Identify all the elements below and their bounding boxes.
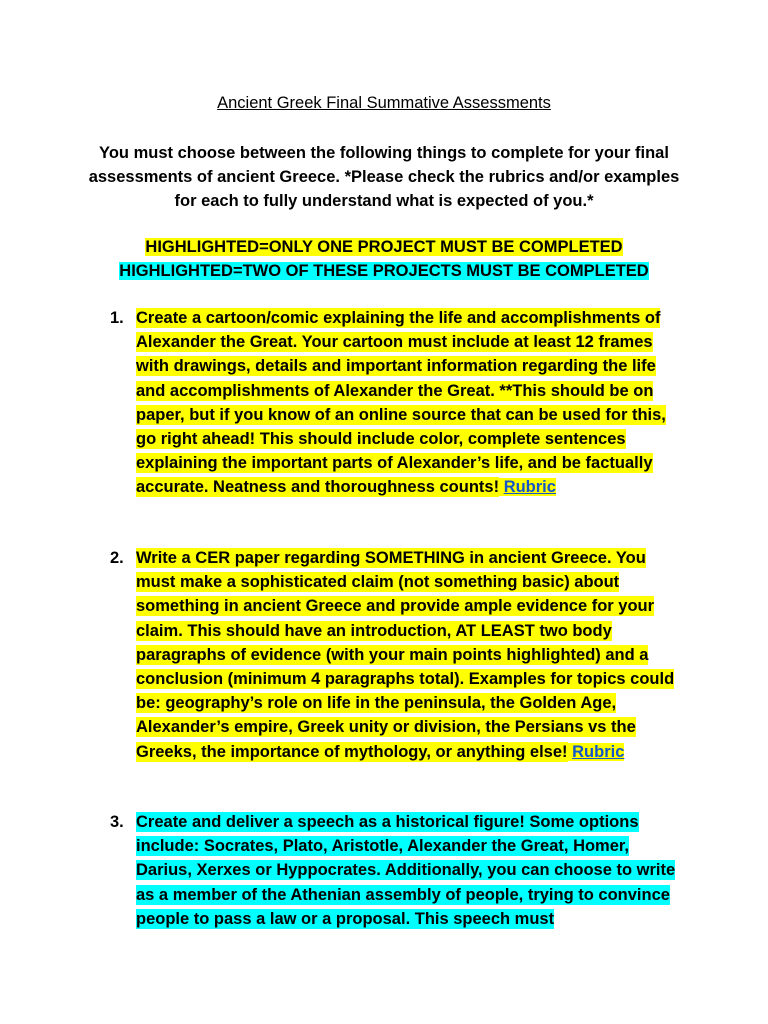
list-item-text: Create a cartoon/comic explaining the life and accomplishments of Alexander the Great. Your cartoon must include at least 12 frames with drawings, details and important information regarding the life and accomplishments of Alexander the Great. **This should be on paper, but if you know of an online source that can be used for this, go right ahead! This should include color, complete sentences explaining the important parts of Alexander’s life, and be factually accurate. Neatness and thoroughness counts! (136, 309, 666, 497)
list-item-number: 2. (110, 549, 124, 567)
list-item (110, 546, 685, 764)
list-item-text: Create and deliver a speech as a historical figure! Some options include: Socrates, Plato, Aristotle, Alexander the Great, Homer, Darius, Xerxes or Hyppocrates. Additionally, you can choose to write as a member of the Athenian assembly of people, trying to convince people to pass a law or a proposal. This speech must (136, 813, 676, 928)
rubric-link[interactable]: Rubric (572, 742, 625, 761)
list-item-text: Write a CER paper regarding SOMETHING in ancient Greece. You must make a sophisticated claim (not something basic) about something in ancient Greece and provide ample evidence for your claim. This should have an introduction, AT LEAST two body paragraphs of evidence (with your main points highlighted) and a conclusion (minimum 4 paragraphs total). Examples for topics could be: geography’s role on life in the peninsula, the Golden Age, Alexander’s empire, Greek unity or division, the Persians vs the Greeks, the importance of mythology, or anything else! (136, 549, 675, 761)
legend-cyan: HIGHLIGHTED=TWO OF THESE PROJECTS MUST BE COMPLETED (119, 262, 649, 280)
legend-yellow: HIGHLIGHTED=ONLY ONE PROJECT MUST BE COMPLETED (145, 238, 623, 256)
list-item (110, 810, 685, 931)
page-title: Ancient Greek Final Summative Assessments (217, 94, 551, 112)
rubric-link[interactable]: Rubric (503, 478, 556, 497)
list-item (110, 306, 685, 500)
list-item-number: 3. (110, 813, 124, 831)
highlight-legend (0, 235, 768, 283)
list-item-number: 1. (110, 309, 124, 327)
intro-paragraph: You must choose between the following things to complete for your final assessments of ancient Greece. *Please check the rubrics and/or examples for each to fully understand what is expected of you.* (88, 144, 680, 210)
